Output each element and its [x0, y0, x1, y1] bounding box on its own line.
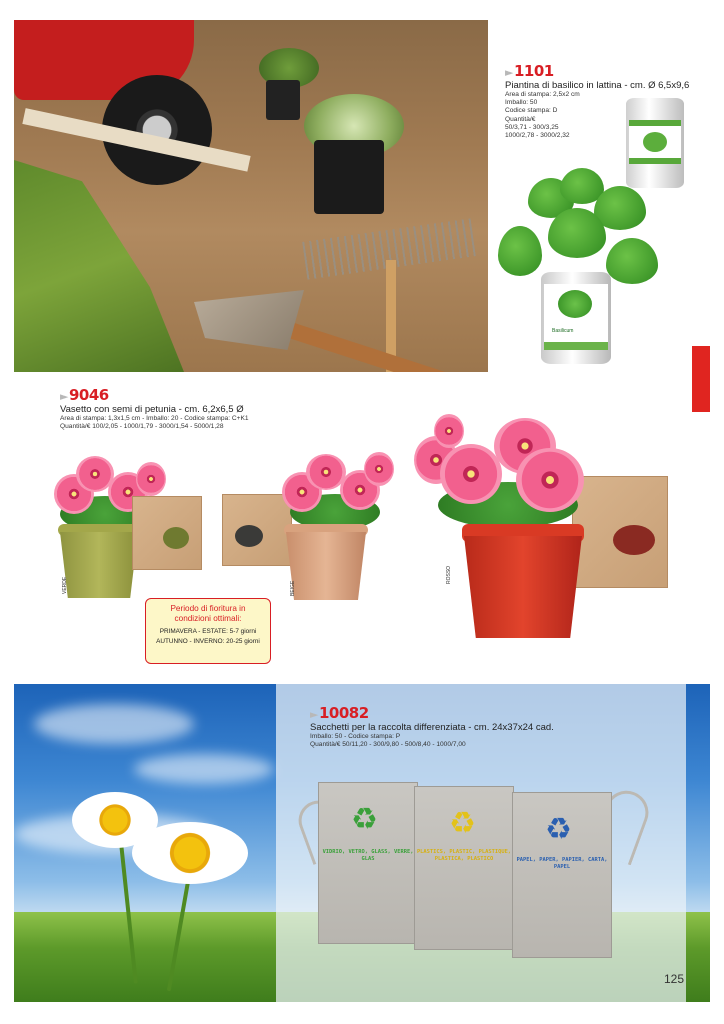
product-title: Piantina di basilico in lattina - cm. Ø 6,5x9,6: [505, 80, 690, 91]
grass-area: [14, 160, 184, 372]
recycling-bag-paper: [512, 792, 612, 958]
bloom-line: AUTUNNO - INVERNO: 20-25 giorni: [156, 638, 260, 645]
box-window: [163, 527, 189, 549]
garden-photo: [14, 20, 488, 372]
basil-leaf-icon: [558, 290, 592, 318]
bag-label: PAPEL, PAPER, PAPIER, CARTA, PAPEL: [516, 857, 608, 870]
page-number: 125: [664, 972, 685, 986]
basil-plant: [498, 168, 663, 288]
product-detail: Quantità/€: [505, 115, 536, 123]
petunia-flower: [434, 414, 464, 448]
recycling-bag-glass: [318, 782, 418, 944]
petunia-flowers: [414, 414, 590, 534]
red-pot: [464, 536, 582, 638]
plant-pot: [314, 140, 384, 214]
product-detail: Quantità/€ 50/11,20 - 300/9,80 - 500/8,40 - 1000/7,00: [310, 741, 466, 749]
variant-code: VERDE: [62, 576, 68, 594]
recycle-icon: ♻: [545, 813, 572, 846]
code-text: 1101: [513, 62, 554, 80]
petunia-flower: [136, 462, 166, 496]
arrow-icon: ►: [505, 66, 513, 79]
arrow-icon: ►: [60, 390, 68, 403]
box-window: [235, 525, 263, 547]
plant-pot: [266, 80, 300, 120]
product-detail: 50/3,71 - 300/3,25: [505, 123, 559, 131]
petunia-flower: [516, 448, 584, 512]
recycle-icon: ♻: [351, 803, 378, 836]
cloud: [34, 704, 194, 744]
product-code: [310, 704, 554, 722]
bloom-period-box: [145, 598, 271, 664]
variant-code: ROSSO: [446, 565, 452, 584]
box-window: [613, 525, 655, 555]
daisy-flower: [132, 822, 248, 884]
bloom-title: Periodo di fioritura in: [170, 604, 246, 613]
product-detail: Quantità/€ 100/2,05 - 1000/1,79 - 3000/1,54 - 5000/1,28: [60, 423, 224, 431]
code-text: 10082: [318, 704, 369, 722]
basil-leaf: [498, 226, 542, 276]
product-9046-info: [60, 386, 249, 431]
product-detail: Codice stampa: D: [505, 107, 558, 115]
can-label-text: Basilicum: [552, 328, 574, 334]
product-title: Sacchetti per la raccolta differenziata - cm. 24x37x24 cad.: [310, 722, 554, 733]
green-pot: [60, 532, 138, 598]
beige-pot: [286, 532, 366, 600]
product-detail: 1000/2,78 - 3000/2,32: [505, 132, 570, 140]
recycle-icon: ♻: [449, 807, 476, 840]
section-tab: [692, 346, 710, 412]
product-detail: Area di stampa: 2,5x2 cm: [505, 91, 580, 98]
product-detail: Area di stampa: 1,3x1,5 cm - Imballo: 20 - Codice stampa: C+K1: [60, 415, 249, 422]
basil-leaf: [606, 238, 658, 284]
product-code: [505, 62, 689, 80]
shovel-blade: [194, 290, 304, 350]
gift-box: [132, 496, 202, 570]
product-10082-info: [310, 704, 554, 749]
product-detail: Imballo: 50 - Codice stampa: P: [310, 733, 401, 740]
basil-can-large: [541, 272, 611, 364]
code-text: 9046: [68, 386, 109, 404]
bag-label: VIDRIO, VETRO, GLASS, VERRE, GLAS: [322, 849, 414, 862]
shovel-handle: [282, 320, 488, 372]
can-label: [629, 120, 681, 164]
cloud: [134, 754, 274, 784]
bag-label: PLASTICS, PLASTIC, PLASTIQUE, PLASTICA, PLASTICO: [416, 849, 512, 862]
petunia-flower: [364, 452, 394, 486]
arrow-icon: ►: [310, 708, 318, 721]
bloom-line: PRIMAVERA - ESTATE: 5-7 giorni: [159, 628, 257, 635]
petunia-flower: [440, 444, 502, 504]
recycling-bag-plastic: [414, 786, 514, 950]
can-label: [544, 284, 608, 350]
basil-leaf-icon: [643, 132, 667, 152]
product-detail: Imballo: 50: [505, 99, 538, 107]
variant-code: BEIGE: [290, 580, 296, 596]
bloom-title: condizioni ottimali:: [174, 614, 242, 623]
product-title: Vasetto con semi di petunia - cm. 6,2x6,5 Ø: [60, 404, 244, 415]
product-code: [60, 386, 249, 404]
